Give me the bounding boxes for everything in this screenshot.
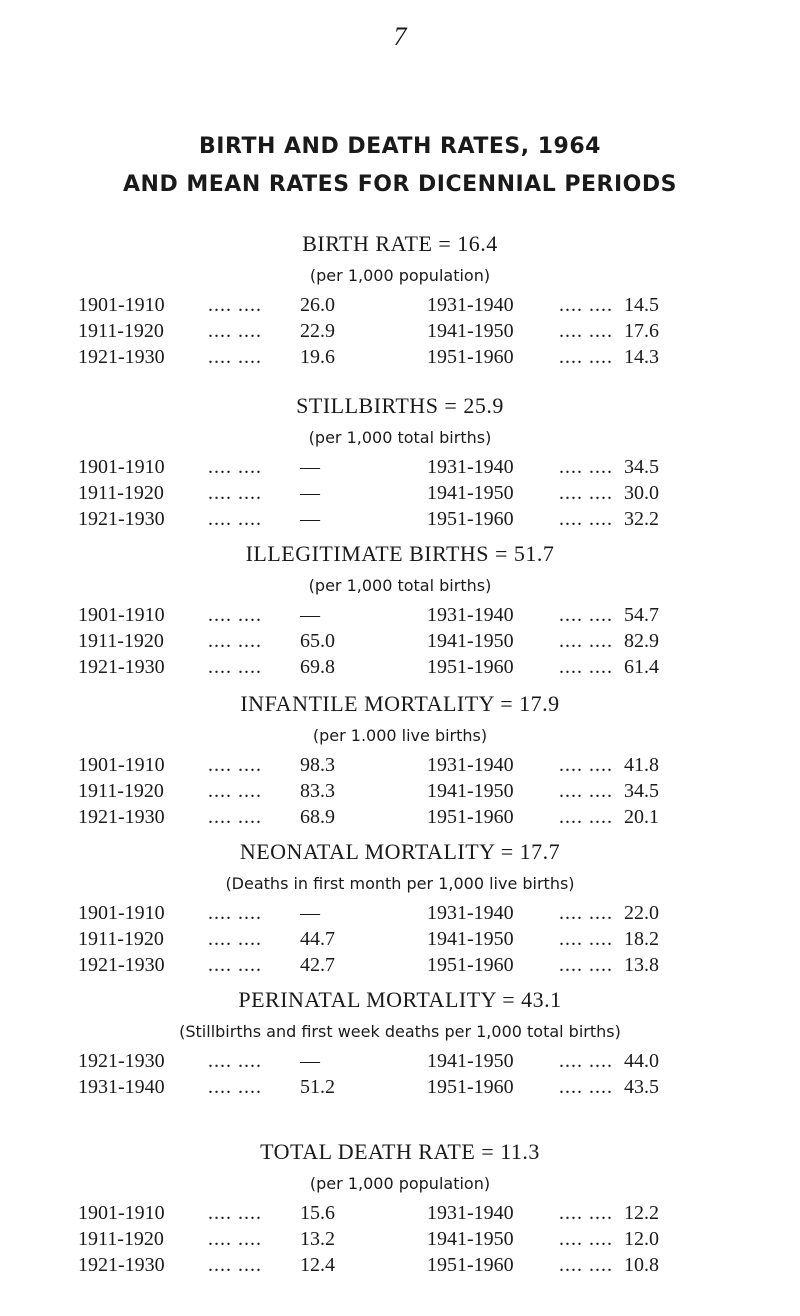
left-period: 1921-1930 (78, 806, 165, 828)
right-period: 1941-1950 (427, 1050, 514, 1072)
left-value: — (300, 482, 320, 504)
right-period: 1951-1960 (427, 1254, 514, 1276)
left-leader-dots: .... .... (208, 656, 262, 678)
right-leader-dots: .... .... (559, 806, 613, 828)
rate-section (0, 540, 800, 680)
left-period: 1921-1930 (78, 656, 165, 678)
left-value: — (300, 604, 320, 626)
table-row (0, 1074, 800, 1100)
left-leader-dots: .... .... (208, 604, 262, 626)
left-period: 1911-1920 (78, 780, 164, 802)
section-subheading: (per 1.000 live births) (312, 726, 488, 745)
table-row (0, 344, 800, 370)
left-value: 26.0 (300, 294, 335, 316)
section-heading: ILLEGITIMATE BIRTHS = 51.7 (245, 541, 555, 566)
left-leader-dots: .... .... (208, 1076, 262, 1098)
right-period: 1941-1950 (427, 482, 514, 504)
left-leader-dots: .... .... (208, 456, 262, 478)
left-leader-dots: .... .... (208, 320, 262, 342)
section-rows (0, 1048, 800, 1100)
table-row (0, 1226, 800, 1252)
section-subheading: (per 1,000 population) (309, 1174, 491, 1193)
left-leader-dots: .... .... (208, 1254, 262, 1276)
right-leader-dots: .... .... (559, 482, 613, 504)
left-leader-dots: .... .... (208, 902, 262, 924)
right-leader-dots: .... .... (559, 902, 613, 924)
right-value: 82.9 (624, 630, 659, 652)
table-row (0, 480, 800, 506)
right-value: 30.0 (624, 482, 659, 504)
right-leader-dots: .... .... (559, 1076, 613, 1098)
table-row (0, 628, 800, 654)
title-line-1: BIRTH AND DEATH RATES, 1964 (199, 134, 601, 159)
table-row (0, 1048, 800, 1074)
left-value: 65.0 (300, 630, 335, 652)
right-period: 1951-1960 (427, 1076, 514, 1098)
left-period: 1901-1910 (78, 1202, 165, 1224)
title-line-2: AND MEAN RATES FOR DICENNIAL PERIODS (123, 172, 677, 197)
left-value: 12.4 (300, 1254, 335, 1276)
left-period: 1901-1910 (78, 294, 165, 316)
section-subheading: (Deaths in first month per 1,000 live births) (225, 874, 575, 893)
left-leader-dots: .... .... (208, 1202, 262, 1224)
left-value: — (300, 1050, 320, 1072)
left-value: — (300, 902, 320, 924)
table-row (0, 1200, 800, 1226)
page-title (0, 128, 800, 204)
left-period: 1911-1920 (78, 1228, 164, 1250)
left-value: 42.7 (300, 954, 335, 976)
table-row (0, 318, 800, 344)
right-value: 12.0 (624, 1228, 659, 1250)
section-rows (0, 454, 800, 532)
rate-section (0, 230, 800, 370)
section-rows (0, 1200, 800, 1278)
page-number: 7 (393, 22, 407, 51)
right-period: 1931-1940 (427, 604, 514, 626)
left-leader-dots: .... .... (208, 954, 262, 976)
section-heading: NEONATAL MORTALITY = 17.7 (239, 839, 561, 864)
right-value: 41.8 (624, 754, 659, 776)
section-subheading: (Stillbirths and first week deaths per 1,000 total births) (179, 1022, 621, 1041)
right-value: 14.5 (624, 294, 659, 316)
right-leader-dots: .... .... (559, 320, 613, 342)
left-leader-dots: .... .... (208, 508, 262, 530)
left-value: 69.8 (300, 656, 335, 678)
right-period: 1941-1950 (427, 1228, 514, 1250)
right-period: 1931-1940 (427, 294, 514, 316)
section-rows (0, 602, 800, 680)
left-value: 13.2 (300, 1228, 335, 1250)
left-period: 1921-1930 (78, 1050, 165, 1072)
right-leader-dots: .... .... (559, 1202, 613, 1224)
left-leader-dots: .... .... (208, 630, 262, 652)
right-leader-dots: .... .... (559, 928, 613, 950)
left-period: 1921-1930 (78, 346, 165, 368)
left-period: 1911-1920 (78, 482, 164, 504)
right-period: 1931-1940 (427, 754, 514, 776)
left-value: 22.9 (300, 320, 335, 342)
left-period: 1901-1910 (78, 902, 165, 924)
right-value: 14.3 (624, 346, 659, 368)
table-row (0, 952, 800, 978)
table-row (0, 654, 800, 680)
right-leader-dots: .... .... (559, 954, 613, 976)
left-leader-dots: .... .... (208, 780, 262, 802)
section-rows (0, 900, 800, 978)
right-value: 10.8 (624, 1254, 659, 1276)
left-leader-dots: .... .... (208, 346, 262, 368)
right-period: 1951-1960 (427, 806, 514, 828)
table-row (0, 778, 800, 804)
left-period: 1921-1930 (78, 1254, 165, 1276)
left-period: 1911-1920 (78, 928, 164, 950)
left-period: 1921-1930 (78, 508, 165, 530)
rate-section (0, 690, 800, 830)
left-leader-dots: .... .... (208, 1050, 262, 1072)
left-period: 1901-1910 (78, 456, 165, 478)
rate-section (0, 1138, 800, 1278)
table-row (0, 900, 800, 926)
left-leader-dots: .... .... (208, 928, 262, 950)
left-value: 51.2 (300, 1076, 335, 1098)
right-value: 54.7 (624, 604, 659, 626)
left-period: 1911-1920 (78, 630, 164, 652)
right-value: 43.5 (624, 1076, 659, 1098)
right-value: 34.5 (624, 456, 659, 478)
right-value: 44.0 (624, 1050, 659, 1072)
table-row (0, 454, 800, 480)
right-value: 22.0 (624, 902, 659, 924)
right-value: 13.8 (624, 954, 659, 976)
left-period: 1921-1930 (78, 954, 165, 976)
left-value: 68.9 (300, 806, 335, 828)
right-value: 20.1 (624, 806, 659, 828)
right-value: 12.2 (624, 1202, 659, 1224)
rate-section (0, 392, 800, 532)
right-period: 1941-1950 (427, 928, 514, 950)
left-value: — (300, 508, 320, 530)
right-leader-dots: .... .... (559, 346, 613, 368)
rate-section (0, 986, 800, 1100)
left-value: 44.7 (300, 928, 335, 950)
left-leader-dots: .... .... (208, 806, 262, 828)
left-value: 15.6 (300, 1202, 335, 1224)
left-value: — (300, 456, 320, 478)
section-heading: BIRTH RATE = 16.4 (302, 231, 498, 256)
left-leader-dots: .... .... (208, 482, 262, 504)
right-period: 1941-1950 (427, 630, 514, 652)
right-leader-dots: .... .... (559, 1228, 613, 1250)
right-leader-dots: .... .... (559, 456, 613, 478)
right-period: 1931-1940 (427, 902, 514, 924)
section-heading: TOTAL DEATH RATE = 11.3 (260, 1139, 540, 1164)
right-leader-dots: .... .... (559, 754, 613, 776)
table-row (0, 926, 800, 952)
right-value: 61.4 (624, 656, 659, 678)
left-leader-dots: .... .... (208, 754, 262, 776)
rate-section (0, 838, 800, 978)
table-row (0, 292, 800, 318)
right-period: 1951-1960 (427, 954, 514, 976)
right-period: 1951-1960 (427, 656, 514, 678)
table-row (0, 804, 800, 830)
section-subheading: (per 1,000 population) (309, 266, 491, 285)
section-rows (0, 292, 800, 370)
section-subheading: (per 1,000 total births) (308, 576, 492, 595)
right-leader-dots: .... .... (559, 1254, 613, 1276)
right-leader-dots: .... .... (559, 1050, 613, 1072)
left-value: 83.3 (300, 780, 335, 802)
left-period: 1901-1910 (78, 754, 165, 776)
table-row (0, 506, 800, 532)
left-period: 1931-1940 (78, 1076, 165, 1098)
left-value: 19.6 (300, 346, 335, 368)
table-row (0, 602, 800, 628)
section-heading: PERINATAL MORTALITY = 43.1 (238, 987, 562, 1012)
left-leader-dots: .... .... (208, 294, 262, 316)
left-period: 1911-1920 (78, 320, 164, 342)
right-period: 1951-1960 (427, 508, 514, 530)
right-leader-dots: .... .... (559, 780, 613, 802)
left-period: 1901-1910 (78, 604, 165, 626)
right-value: 18.2 (624, 928, 659, 950)
right-leader-dots: .... .... (559, 294, 613, 316)
right-leader-dots: .... .... (559, 656, 613, 678)
right-period: 1931-1940 (427, 456, 514, 478)
right-leader-dots: .... .... (559, 604, 613, 626)
right-leader-dots: .... .... (559, 508, 613, 530)
right-leader-dots: .... .... (559, 630, 613, 652)
left-value: 98.3 (300, 754, 335, 776)
section-subheading: (per 1,000 total births) (308, 428, 492, 447)
table-row (0, 752, 800, 778)
right-period: 1951-1960 (427, 346, 514, 368)
table-row (0, 1252, 800, 1278)
right-value: 34.5 (624, 780, 659, 802)
right-period: 1931-1940 (427, 1202, 514, 1224)
section-heading: INFANTILE MORTALITY = 17.9 (240, 691, 560, 716)
right-period: 1941-1950 (427, 780, 514, 802)
right-value: 32.2 (624, 508, 659, 530)
section-rows (0, 752, 800, 830)
right-period: 1941-1950 (427, 320, 514, 342)
left-leader-dots: .... .... (208, 1228, 262, 1250)
right-value: 17.6 (624, 320, 659, 342)
section-heading: STILLBIRTHS = 25.9 (296, 393, 504, 418)
